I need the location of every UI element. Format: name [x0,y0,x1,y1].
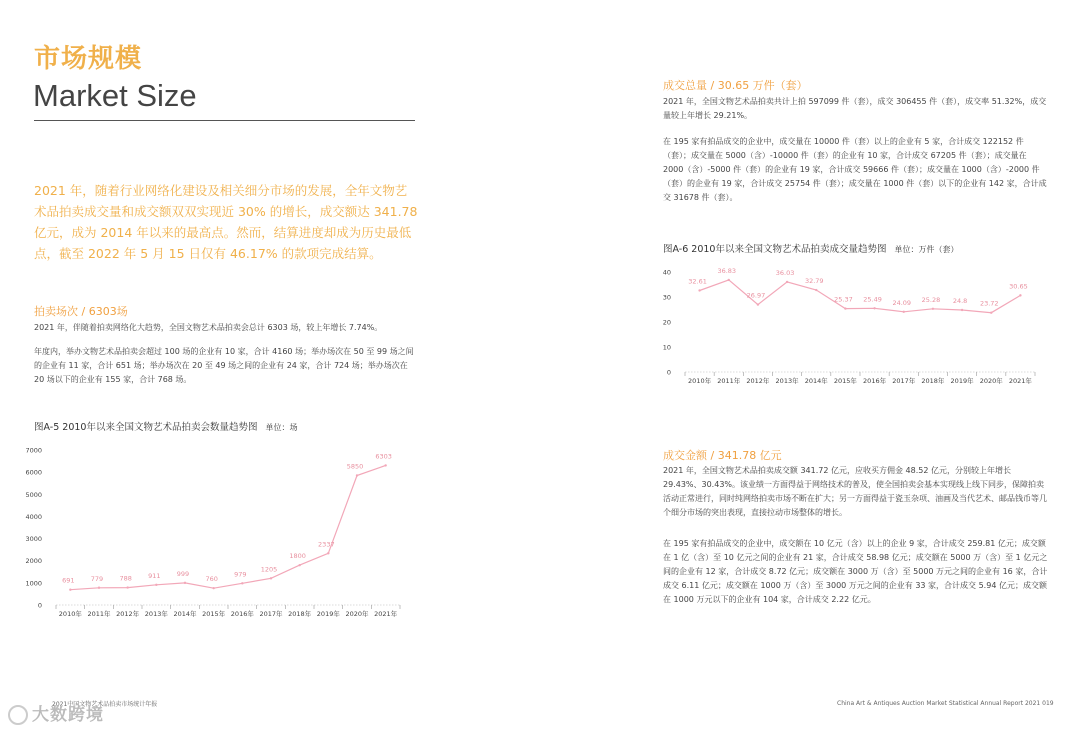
chart-a5-data-point [69,588,71,590]
chart-a5-xtick-label: 2018年 [288,610,312,618]
chart-a5-xtick-label: 2017年 [259,610,283,618]
figure-a5-caption [34,415,297,434]
chart-a6-data-label: 24.09 [892,298,912,307]
chart-a6-data-point [932,308,934,310]
chart-a5-data-point [298,564,300,566]
volume-paragraph-1: 2021 年，全国文物艺术品拍卖共计上拍 597099 件（套），成交 306455 件（套），成交率 51.32%，成交量较上年增长 29.21%。 [663,97,1047,120]
chart-a5-data-point [126,586,128,588]
figure-a5-unit: 单位：场 [265,423,298,432]
value-paragraph-1: 2021 年，全国文物艺术品拍卖成交额 341.72 亿元，应收买方佣金 48.52 亿元，分别较上年增长 29.43%、30.43%。该业绩一方面得益于网络技术的普及，使全国拍卖会基本实现线上线下同步，保障拍卖活动正常进行，同时纯网络拍卖市场不断在扩大；另一方面得益于瓷玉杂项、油画及当代艺术、邮品钱币等几个细分市场的突出表现，直接拉动市场整体的增长。 [663,466,1047,517]
chart-a5-data-point [241,582,243,584]
figure-a6-caption [663,237,958,256]
chart-a6-xtick-label: 2016年 [863,377,887,385]
chart-a5-data-point [327,552,329,554]
chart-a5-svg [20,440,420,620]
chart-a6-data-point [698,289,700,291]
chart-a6-data-label: 32.61 [688,277,707,286]
chart-a5-ytick-label: 1000 [25,579,42,588]
auctions-paragraph-2: 年度内，举办文物艺术品拍卖会超过 100 场的企业有 10 家，合计 4160 场；举办场次在 50 至 99 场之间的企业有 11 家，合计 651 场；举办场次在 20 至 49 场之间的企业有 24 家，合计 724 场；举办场次在 20 场以下的企业有 155 家，合计 768 场。 [34,347,414,384]
chart-a6-xtick-label: 2020年 [979,377,1003,385]
chart-a5-ytick-label: 0 [37,601,42,610]
chart-a6-data-label: 23.72 [979,299,999,308]
chart-a6-data-label: 32.79 [804,277,824,286]
chart-a6-ytick-label: 30 [662,293,671,302]
chart-a5-data-point [356,474,358,476]
chart-a5-data-label: 6303 [375,452,392,461]
figure-a5-title: 图A-5 2010年以来全国文物艺术品拍卖会数量趋势图 [34,422,258,433]
chart-a6-data-point [903,311,905,313]
chart-a6-xtick-label: 2021年 [1008,377,1032,385]
chart-a5-xtick-label: 2021年 [374,610,398,618]
chart-a6-svg [650,262,1050,390]
value-paragraph-2: 在 195 家有拍品成交的企业中，成交额在 10 亿元（含）以上的企业 9 家，合计成交 259.81 亿元；成交额在 1 亿（含）至 10 亿元之间的企业有 21 家，合计成交 58.98 亿元；成交额在 5000 万（含）至 1 亿元之间的企业有 12 家，合计成交 8.72 亿元；成交额在 3000 万（含）至 5000 万元之间的企业有 16 家，合计成交 6.11 亿元；成交额在 1000 万（含）至 3000 万元之间的企业有 33 家，合计成交 5.94 亿元；成交额在 1000 万元以下的企业有 104 家，合计成交 2.22 亿元。 [663,539,1048,604]
chart-a6-data-point [961,309,963,311]
chart-a5-data-point [384,464,386,466]
chart-a6-data-label: 24.8 [952,297,968,305]
footer-left: 2021中国文物艺术品拍卖市场统计年报 [52,701,158,708]
chart-a6-data-label: 36.03 [775,268,795,277]
chart-a6-data-label: 26.97 [746,291,766,300]
lead-paragraph: 2021 年，随着行业网络化建设及相关细分市场的发展，全年文物艺术品拍卖成交量和成交额双双实现近 30% 的增长，成交额达 341.78 亿元，成为 2014 年以来的最高点。然而，结算进度却成为历史最低点，截至 2022 年 5 月 15 日仅有 46.17% 的款项完成结算。 [34,183,418,261]
chart-a6-data-label: 25.28 [921,295,941,304]
chart-a5-data-point [98,587,100,589]
chart-a6-data-point [844,307,846,309]
chart-a6-ytick-label: 40 [662,268,671,277]
chart-a5-xtick-label: 2016年 [230,610,254,618]
chart-a6-ytick-label: 0 [666,368,671,377]
chart-a5-data-label: 1205 [260,565,278,574]
chart-a5-data-point [155,584,157,586]
chart-a6 [650,262,1050,390]
chart-a6-xtick-label: 2013年 [775,377,799,385]
chart-a5-xtick-label: 2013年 [144,610,168,618]
chart-a5-data-label: 979 [234,570,247,579]
page-title-cn: 市场规模 [34,44,143,74]
chart-a6-xtick-label: 2014年 [804,377,828,385]
chart-a6-ytick-label: 10 [662,343,671,352]
section-title-auctions: 拍卖场次 / 6303场 [34,305,128,318]
chart-a6-data-point [1019,294,1021,296]
chart-a5-data-label: 2337 [318,540,335,549]
footer-right: China Art & Antiques Auction Market Statistical Annual Report 2021 019 [837,700,1054,707]
chart-a5-ytick-label: 2000 [25,557,42,566]
chart-a6-data-point [757,303,759,305]
chart-a5-xtick-label: 2020年 [345,610,369,618]
chart-a6-data-label: 25.37 [834,295,853,304]
watermark-logo-icon [8,705,28,725]
page-title-en: Market Size [33,78,197,113]
chart-a5-xtick-label: 2015年 [202,610,226,618]
chart-a5-data-label: 788 [119,574,132,583]
chart-a5-data-point [212,587,214,589]
volume-paragraph-2: 在 195 家有拍品成交的企业中，成交量在 10000 件（套）以上的企业有 5 家，合计成交 122152 件（套）；成交量在 5000（含）-10000 件（套）的企业有 10 家，合计成交 67205 件（套）；成交量在 2000（含）-5000 件（套）的企业有 19 家，合计成交 59666 件（套）；成交量在 1000（含）-2000 件（套）的企业有 19 家，合计成交 25754 件（套）；成交量在 1000 件（套）以下的企业有 142 家，合计成交 31678 件（套）。 [663,137,1047,202]
chart-a5-ytick-label: 6000 [25,468,42,477]
chart-a5-xtick-label: 2019年 [316,610,340,618]
chart-a5-data-label: 999 [176,569,190,578]
chart-a5-ytick-label: 5000 [25,490,42,499]
chart-a6-xtick-label: 2015年 [833,377,857,385]
chart-a6-xtick-label: 2019年 [950,377,974,385]
chart-a5-xtick-label: 2010年 [58,610,82,618]
chart-a5-xtick-label: 2011年 [87,610,111,618]
chart-a5-data-point [184,582,186,584]
chart-a5-data-point [270,577,272,579]
chart-a6-xtick-label: 2017年 [892,377,916,385]
chart-a6-ytick-label: 20 [662,318,671,327]
chart-a5-data-label: 5850 [346,462,364,471]
chart-a6-xtick-label: 2018年 [921,377,945,385]
chart-a5-ytick-label: 4000 [25,512,42,521]
chart-a5-ytick-label: 3000 [25,535,42,544]
chart-a6-data-point [728,279,730,281]
chart-a6-xtick-label: 2012年 [746,377,770,385]
figure-a6-unit: 单位：万件（套） [894,245,959,254]
chart-a5-data-label: 1800 [289,552,306,561]
chart-a5-ytick-label: 7000 [25,446,42,455]
chart-a6-data-label: 25.49 [863,295,882,304]
chart-a6-data-label: 36.83 [717,266,737,275]
chart-a6-data-point [815,289,817,291]
chart-a5-xtick-label: 2014年 [173,610,197,618]
chart-a5 [20,440,420,620]
chart-a6-data-label: 30.65 [1009,282,1028,291]
chart-a5-data-label: 760 [205,575,218,584]
chart-a6-data-point [990,312,992,314]
chart-a5-data-label: 911 [148,571,161,580]
chart-a5-data-label: 779 [90,574,104,583]
section-title-volume: 成交总量 / 30.65 万件（套） [663,79,808,92]
section-title-value: 成交金额 / 341.78 亿元 [663,449,782,462]
figure-a6-title: 图A-6 2010年以来全国文物艺术品拍卖成交量趋势图 [663,244,887,255]
chart-a6-xtick-label: 2010年 [688,377,712,385]
chart-a6-xtick-label: 2011年 [717,377,741,385]
chart-a5-xtick-label: 2012年 [116,610,140,618]
chart-a5-series-line [70,465,385,589]
chart-a6-data-point [786,281,788,283]
title-divider [34,120,415,121]
chart-a6-data-point [873,307,875,309]
auctions-paragraph-1: 2021 年，伴随着拍卖网络化大趋势，全国文物艺术品拍卖会总计 6303 场，较上年增长 7.74%。 [34,323,383,332]
chart-a5-data-label: 691 [62,576,75,585]
watermark-text: 大数跨境 [32,705,104,725]
watermark [8,700,104,725]
